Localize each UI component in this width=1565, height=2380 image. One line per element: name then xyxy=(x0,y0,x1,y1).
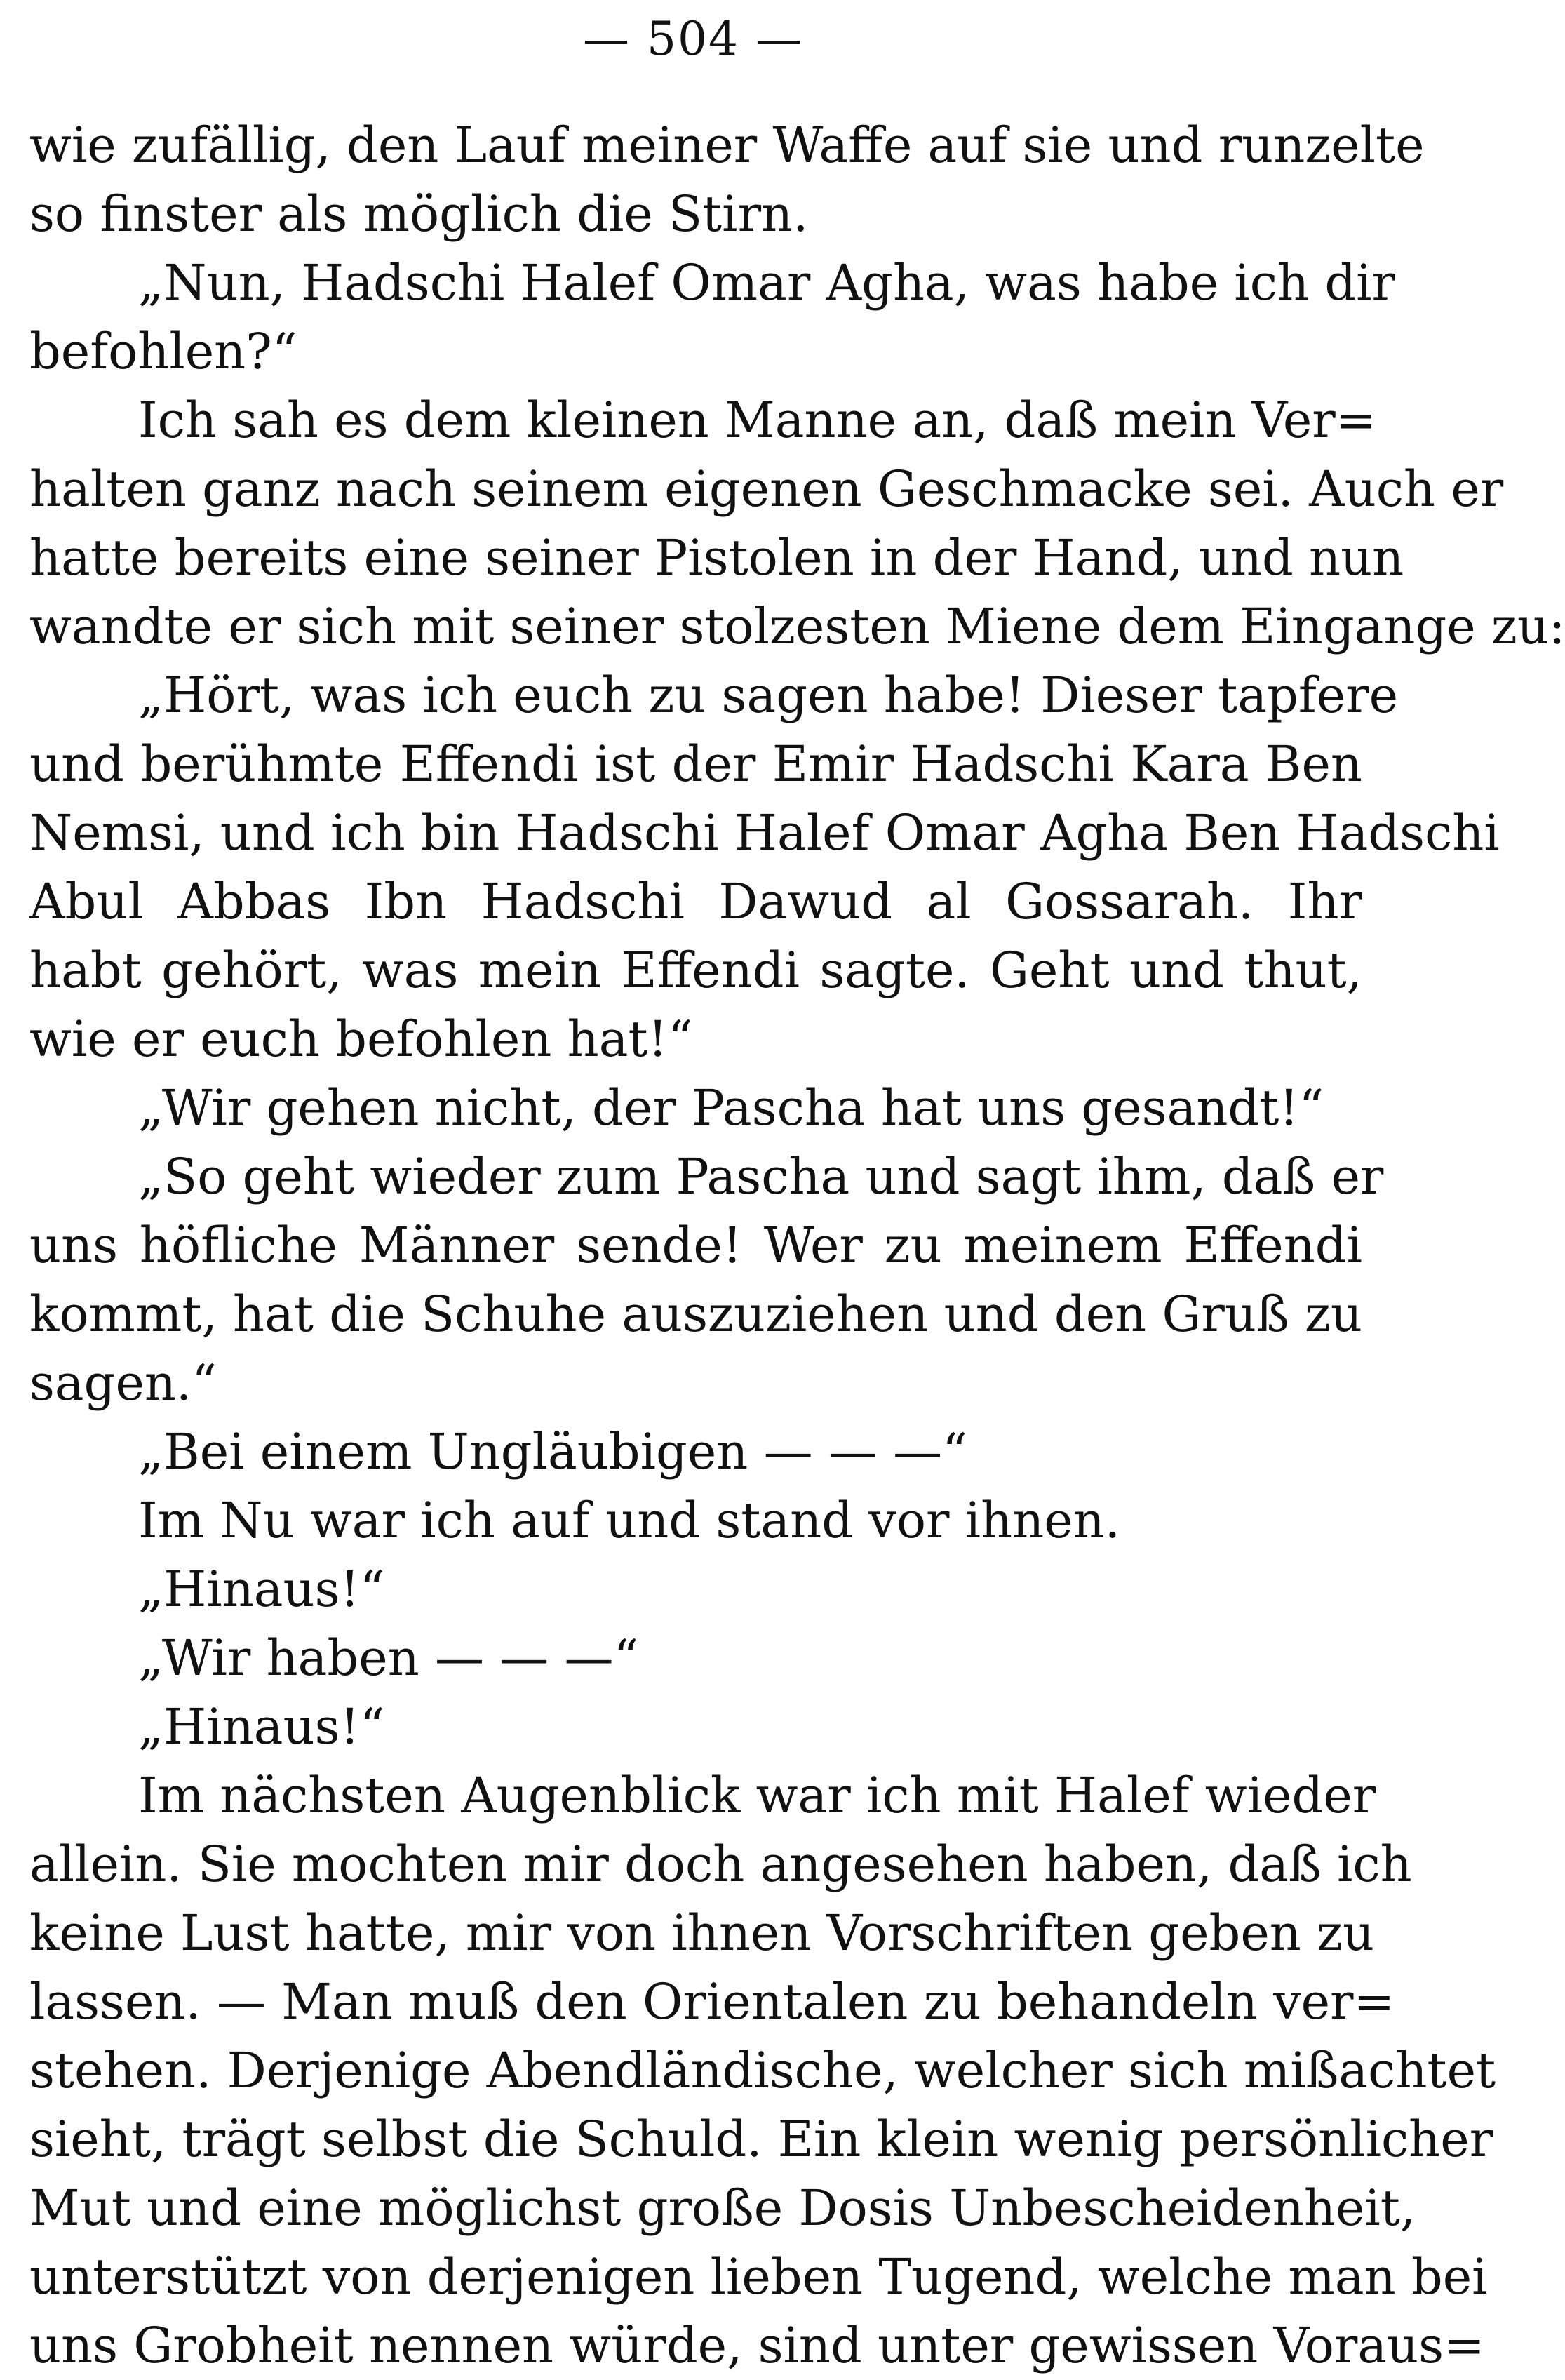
text-line: „Nun, Hadschi Halef Omar Agha, was habe ich dir xyxy=(138,254,1395,312)
text-line: wie zufällig, den Lauf meiner Waffe auf sie und runzelte xyxy=(29,116,1425,174)
text-line: Im nächsten Augenblick war ich mit Halef wieder xyxy=(138,1767,1376,1824)
text-line: halten ganz nach seinem eigenen Geschmacke sei. Auch er xyxy=(29,460,1504,518)
text-line: „Bei einem Ungläubigen — — —“ xyxy=(138,1423,967,1480)
text-line: allein. Sie mochten mir doch angesehen haben, daß ich xyxy=(29,1836,1412,1893)
text-line: unterstützt von derjenigen lieben Tugend, welche man bei xyxy=(29,2248,1488,2306)
text-line: Nemsi, und ich bin Hadschi Halef Omar Agha Ben Hadschi xyxy=(29,804,1500,862)
page-number: — 504 — xyxy=(583,11,803,66)
text-line: befohlen?“ xyxy=(29,323,297,380)
text-line: Ich sah es dem kleinen Manne an, daß mein Ver= xyxy=(138,392,1377,449)
text-line: habt gehört, was mein Effendi sagte. Geht und thut, xyxy=(29,942,1362,999)
text-line: sieht, trägt selbst die Schuld. Ein klein wenig persönlicher xyxy=(29,2111,1493,2168)
text-line: kommt, hat die Schuhe auszuziehen und den Gruß zu xyxy=(29,1285,1362,1343)
text-line: uns höfliche Männer sende! Wer zu meinem Effendi xyxy=(29,1217,1362,1274)
text-line: uns Grobheit nennen würde, sind unter gewissen Voraus= xyxy=(29,2317,1485,2374)
text-line: „Hört, was ich euch zu sagen habe! Dieser tapfere xyxy=(138,667,1399,724)
text-line: stehen. Derjenige Abendländische, welcher sich mißachtet xyxy=(29,2042,1496,2099)
text-line: Im Nu war ich auf und stand vor ihnen. xyxy=(138,1492,1120,1549)
text-line: „Hinaus!“ xyxy=(138,1560,385,1618)
text-line: hatte bereits eine seiner Pistolen in der Hand, und nun xyxy=(29,529,1404,587)
text-line: „So geht wieder zum Pascha und sagt ihm, daß er xyxy=(138,1148,1384,1205)
text-line: „Hinaus!“ xyxy=(138,1698,385,1756)
text-line: sagen.“ xyxy=(29,1354,217,1412)
text-line: Abul Abbas Ibn Hadschi Dawud al Gossarah. Ihr xyxy=(29,873,1362,930)
text-line: lassen. — Man muß den Orientalen zu behandeln ver= xyxy=(29,1973,1395,2031)
book-page-text xyxy=(29,111,1565,2380)
text-line: wie er euch befohlen hat!“ xyxy=(29,1010,693,1068)
text-line: wandte er sich mit seiner stolzesten Miene dem Eingange zu: xyxy=(29,598,1565,655)
text-line: keine Lust hatte, mir von ihnen Vorschriften geben zu xyxy=(29,1904,1375,1962)
text-line: so finster als möglich die Stirn. xyxy=(29,185,809,243)
text-line: „Wir haben — — —“ xyxy=(138,1629,639,1687)
text-line: Mut und eine möglichst große Dosis Unbescheidenheit, xyxy=(29,2179,1416,2237)
text-line: und berühmte Effendi ist der Emir Hadschi Kara Ben xyxy=(29,735,1362,793)
text-line: „Wir gehen nicht, der Pascha hat uns gesandt!“ xyxy=(138,1079,1324,1137)
